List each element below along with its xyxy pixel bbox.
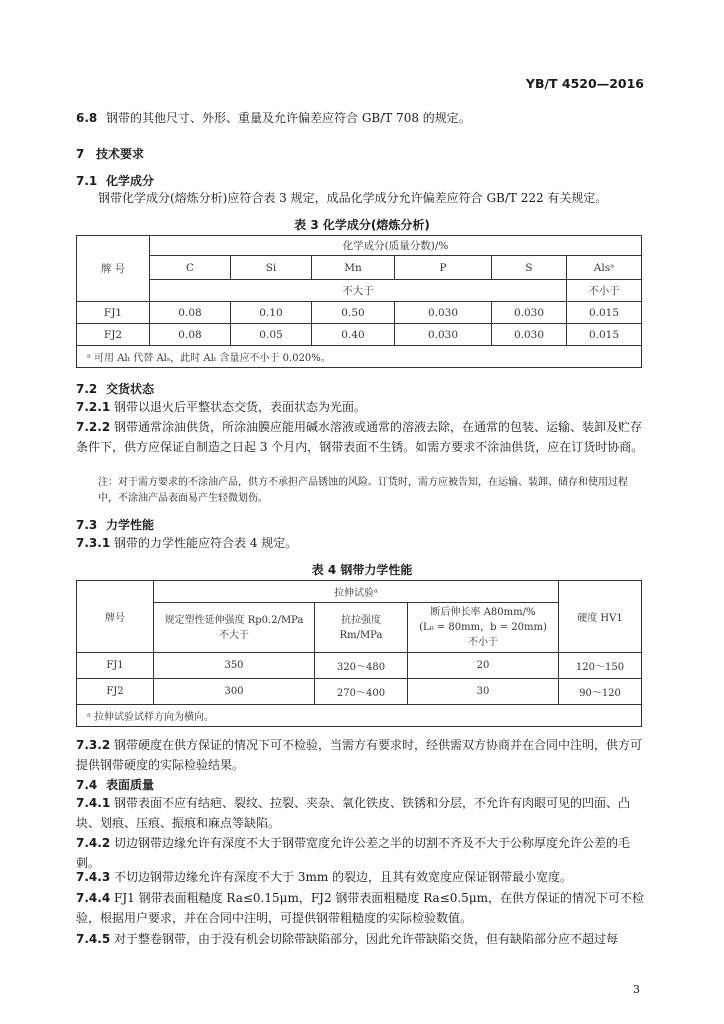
clause-number: 7.4.4 [76,891,111,905]
value-cell: 0.05 [231,324,312,346]
section-number: 7.1 [76,174,98,188]
value-cell: 320～480 [315,653,408,679]
clause-7-4-5 [76,929,652,949]
section-title: 化学成分 [106,174,155,188]
table-row [77,302,642,324]
value-cell: 20 [408,653,559,679]
table-4-footnote: ᵃ 拉伸试验试样方向为横向。 [77,705,642,727]
table-3-caption: 表 3 化学成分(熔炼分析) [294,218,430,232]
grade-cell: FJ2 [77,324,150,346]
clause-text: FJ1 钢带表面粗糙度 Ra≤0.15μm，FJ2 钢带表面粗糙度 Ra≤0.5μm，在供方保证的情况下可不检验，根据用户要求，并在合同中注明，可提供钢带粗糙度的实际检验数值。 [76,891,645,925]
value-cell: 90～120 [559,679,642,705]
value-cell: 0.50 [312,302,395,324]
grade-cell: FJ2 [77,679,154,705]
value-cell: 0.030 [492,324,567,346]
clause-7-3-2 [76,735,652,775]
header-line: (L₀ = 80mm，b = 20mm) [419,622,547,633]
note-7-2-2: 注：对于需方要求的不涂油产品，供方不承担产品锈蚀的风险。订货时，需方应被告知，在运输、装卸、储存和使用过程中，不涂油产品表面易产生轻微划伤。 [98,477,628,504]
table-row [77,679,642,705]
col-header: P [395,256,492,280]
col-header: Mn [312,256,395,280]
clause-number: 7.3.2 [76,738,111,752]
composition-header: 化学成分(质量分数)/% [150,236,642,256]
min-label: 不小于 [567,280,642,302]
clause-number: 7.4.5 [76,932,111,946]
col-header: S [492,256,567,280]
clause-7-4-3 [76,867,572,887]
clause-7-2-1 [76,397,366,417]
value-cell: 120～150 [559,653,642,679]
table-4 [76,580,642,727]
section-number: 7.2 [76,382,98,396]
header-line: 抗拉强度 [341,614,381,626]
section-title: 力学性能 [106,518,155,532]
section-title: 表面质量 [106,778,155,792]
grade-header: 牌号 [77,581,154,653]
section-7-2-heading [76,380,154,397]
value-cell: 0.015 [567,302,642,324]
clause-text: 不切边钢带边缘允许有深度不大于 3mm 的裂边，且其有效宽度应保证钢带最小宽度。 [114,870,573,884]
clause-number: 7.3.1 [76,536,111,550]
standard-number: YB/T 4520—2016 [525,76,644,91]
clause-text: 钢带的力学性能应符合表 4 规定。 [114,536,298,550]
header-line: 不大于 [219,629,249,641]
section-7-heading [76,145,144,162]
clause-text: 切边钢带边缘允许有深度不大于钢带宽度允许公差之半的切割不齐及不大于公称厚度允许公差的毛刺。 [76,836,631,870]
table-3-footnote: ᵃ 可用 Alₜ 代替 Alₛ，此时 Alₜ 含量应不小于 0.020%。 [77,346,642,368]
tensile-header: 拉伸试验ᵃ [154,581,559,603]
clause-number: 6.8 [76,111,98,125]
clause-7-3-1 [76,533,297,553]
col-header: Si [231,256,312,280]
header-line: Rm/MPa [339,629,383,641]
value-cell: 0.015 [567,324,642,346]
yield-strength-header [154,603,315,653]
header-line: 不小于 [468,637,498,648]
section-title: 技术要求 [96,147,145,161]
table-row [77,324,642,346]
tensile-strength-header [315,603,408,653]
section-number: 7.4 [76,778,98,792]
clause-number: 7.2.2 [76,420,111,434]
clause-number: 7.4.1 [76,796,111,810]
clause-number: 7.4.3 [76,870,111,884]
header-line: 规定塑性延伸强度 Rp0.2/MPa [164,614,304,626]
table-4-caption: 表 4 钢带力学性能 [311,563,413,577]
value-cell: 30 [408,679,559,705]
value-cell: 0.08 [150,324,231,346]
value-cell: 0.030 [395,324,492,346]
table-3 [76,235,642,368]
value-cell: 0.030 [492,302,567,324]
section-7-4-heading [76,776,154,793]
clause-7-4-4 [76,888,652,928]
value-cell: 0.030 [395,302,492,324]
page-number: 3 [633,983,640,996]
value-cell: 270～400 [315,679,408,705]
clause-text: 对于整卷钢带，由于没有机会切除带缺陷部分，因此允许带缺陷交货，但有缺陷部分应不超过每 [114,932,619,946]
col-header: C [150,256,231,280]
elongation-header [408,603,559,653]
grade-header: 牌 号 [77,236,150,302]
clause-text: 钢带表面不应有结疤、裂纹、拉裂、夹杂、氧化铁皮、铁锈和分层，不允许有肉眼可见的凹面、凸块、划痕、压痕、振痕和麻点等缺陷。 [76,796,631,830]
grade-cell: FJ1 [77,653,154,679]
header-line: 断后伸长率 A80mm/% [430,607,536,618]
hardness-header: 硬度 HV1 [559,581,642,653]
section-number: 7.3 [76,518,98,532]
clause-7-1-text: 钢带化学成分(熔炼分析)应符合表 3 规定，成品化学成分允许偏差应符合 GB/T 222 有关规定。 [98,191,608,205]
clause-text: 钢带的其他尺寸、外形、重量及允许偏差应符合 GB/T 708 的规定。 [106,111,471,125]
clause-7-2-2 [76,417,652,457]
grade-cell: FJ1 [77,302,150,324]
value-cell: 0.40 [312,324,395,346]
clause-text: 钢带以退火后平整状态交货，表面状态为光面。 [114,400,367,414]
section-title: 交货状态 [106,382,155,396]
value-cell: 300 [154,679,315,705]
section-7-1-heading [76,172,154,189]
section-number: 7 [76,147,85,161]
clause-number: 7.4.2 [76,836,111,850]
clause-text: 钢带通常涂油供货，所涂油膜应能用碱水溶液或通常的溶液去除，在通常的包装、运输、装卸及贮存条件下，供方应保证自制造之日起 3 个月内，钢带表面不生锈。如需方要求不涂油供货，应在订货时协商。 [76,420,644,454]
max-label: 不大于 [150,280,567,302]
value-cell: 350 [154,653,315,679]
clause-number: 7.2.1 [76,400,111,414]
clause-6-8 [76,108,471,128]
value-cell: 0.10 [231,302,312,324]
table-row [77,653,642,679]
value-cell: 0.08 [150,302,231,324]
clause-7-4-1 [76,793,652,833]
clause-text: 钢带硬度在供方保证的情况下可不检验，当需方有要求时，经供需双方协商并在合同中注明，供方可提供钢带硬度的实际检验结果。 [76,738,643,772]
section-7-3-heading [76,516,154,533]
col-header: Alsᵃ [567,256,642,280]
